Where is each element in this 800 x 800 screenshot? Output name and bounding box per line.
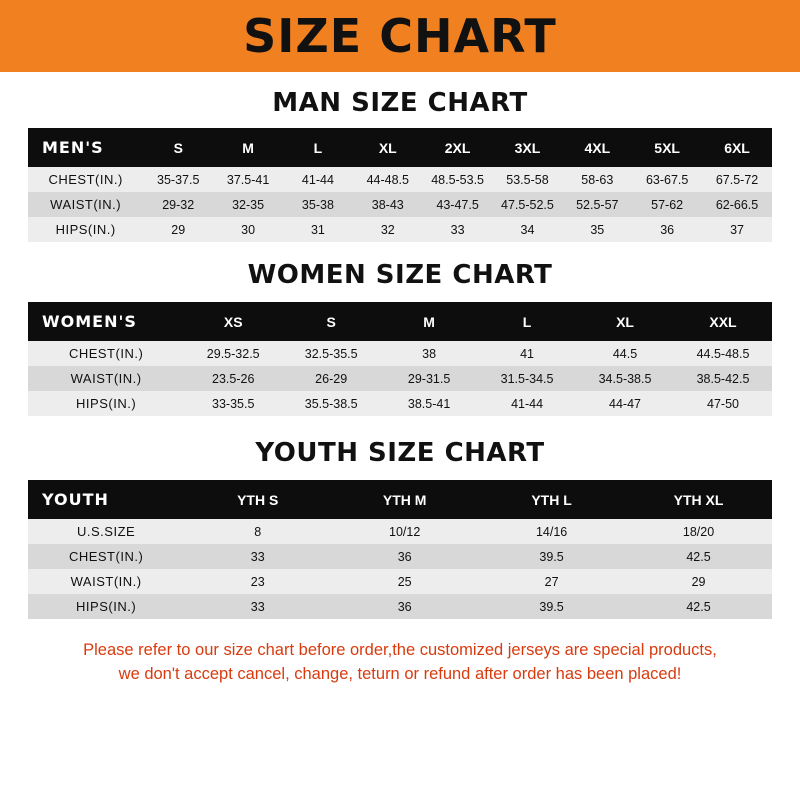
women-header-cell-3: M: [423, 313, 435, 330]
women-row2-cell5: 44-47: [609, 396, 642, 411]
table-row: [28, 391, 772, 416]
youth-row2-cell1: 23: [250, 574, 265, 589]
man-row2-cell4: 32: [380, 222, 395, 237]
man-row0-cell8: 63-67.5: [645, 172, 689, 187]
women-header-cell-5: XL: [616, 313, 634, 330]
women-size-table: [28, 302, 772, 416]
women-row2-cell4: 41-44: [511, 396, 544, 411]
man-table-body: [28, 167, 772, 242]
man-row1-cell9: 62-66.5: [715, 197, 759, 212]
man-row0-cell1: 35-37.5: [157, 172, 200, 187]
youth-row3-cell1: 33: [250, 599, 265, 614]
man-row0-cell3: 41-44: [301, 172, 334, 187]
man-row1-cell5: 43-47.5: [436, 197, 479, 212]
man-row0-cell0: CHEST(IN.): [48, 172, 123, 187]
table-row: [28, 569, 772, 594]
man-header-cell-6: 3XL: [514, 139, 541, 156]
man-row1-cell1: 29-32: [162, 197, 195, 212]
man-row2-cell1: 29: [171, 222, 186, 237]
women-row1-cell1: 23.5-26: [212, 371, 255, 386]
youth-row1-cell0: CHEST(IN.): [68, 549, 144, 564]
youth-size-table: [28, 480, 772, 619]
man-section-title: MAN SIZE CHART: [272, 88, 528, 118]
youth-row2-cell2: 25: [397, 574, 412, 589]
youth-row1-cell4: 42.5: [686, 549, 711, 564]
footer-note: [28, 639, 772, 687]
man-row0-cell7: 58-63: [581, 172, 614, 187]
women-row0-cell4: 41: [520, 346, 535, 361]
footer-note-line-2: we don't accept cancel, change, teturn or refund after order has been placed!: [118, 664, 682, 683]
youth-row2-cell0: WAIST(IN.): [70, 574, 142, 589]
man-row1-cell7: 52.5-57: [576, 197, 619, 212]
man-row0-cell4: 44-48.5: [366, 172, 409, 187]
man-row1-cell8: 57-62: [651, 197, 684, 212]
man-row2-cell8: 36: [660, 222, 675, 237]
women-row1-cell5: 34.5-38.5: [598, 371, 652, 386]
women-row0-cell1: 29.5-32.5: [206, 346, 260, 361]
table-header-row: [28, 480, 772, 519]
man-row1-cell3: 35-38: [301, 197, 334, 212]
youth-row0-cell2: 10/12: [389, 524, 421, 539]
table-row: [28, 544, 772, 569]
man-row0-cell2: 37.5-41: [226, 172, 270, 187]
women-table-body: [28, 341, 772, 416]
page-title: SIZE CHART: [243, 9, 557, 63]
youth-row1-cell3: 39.5: [539, 549, 564, 564]
man-row0-cell6: 53.5-58: [506, 172, 549, 187]
women-row0-cell3: 38: [422, 346, 437, 361]
header-band: [0, 0, 800, 72]
footer-note-line-1: Please refer to our size chart before order,the customized jerseys are special products,: [83, 641, 717, 659]
table-header-row: [28, 128, 772, 167]
women-row2-cell0: HIPS(IN.): [76, 396, 137, 411]
man-header-cell-9: 6XL: [724, 139, 750, 156]
man-size-table: [28, 128, 772, 242]
women-row2-cell1: 33-35.5: [212, 396, 255, 411]
man-row2-cell7: 35: [590, 222, 605, 237]
man-header-cell-2: M: [242, 139, 254, 156]
youth-row3-cell4: 42.5: [686, 599, 711, 614]
women-row2-cell2: 35.5-38.5: [304, 396, 358, 411]
man-row1-cell4: 38-43: [371, 197, 404, 212]
women-table-header: [28, 302, 772, 341]
women-row1-cell4: 31.5-34.5: [500, 371, 554, 386]
man-row2-cell9: 37: [730, 222, 744, 237]
women-row2-cell3: 38.5-41: [407, 396, 451, 411]
man-header-cell-8: 5XL: [654, 139, 680, 156]
man-row1-cell0: WAIST(IN.): [50, 197, 122, 212]
youth-row2-cell3: 27: [544, 574, 559, 589]
youth-header-cell-3: YTH L: [531, 491, 572, 508]
youth-row0-cell0: U.S.SIZE: [77, 524, 136, 539]
women-row1-cell0: WAIST(IN.): [70, 371, 142, 386]
man-row1-cell6: 47.5-52.5: [501, 197, 554, 212]
table-row: [28, 167, 772, 192]
man-row2-cell2: 30: [241, 222, 256, 237]
youth-header-cell-4: YTH XL: [673, 491, 724, 508]
youth-section-title: YOUTH SIZE CHART: [255, 438, 545, 468]
table-row: [28, 192, 772, 217]
man-header-cell-7: 4XL: [584, 139, 611, 156]
women-row1-cell2: 26-29: [315, 371, 348, 386]
table-row: [28, 519, 772, 544]
youth-row1-cell1: 33: [250, 549, 265, 564]
women-row0-cell0: CHEST(IN.): [68, 346, 144, 361]
man-row2-cell5: 33: [450, 222, 465, 237]
youth-row3-cell3: 39.5: [539, 599, 564, 614]
women-row0-cell2: 32.5-35.5: [304, 346, 358, 361]
youth-row3-cell0: HIPS(IN.): [76, 599, 137, 614]
women-row2-cell6: 47-50: [707, 396, 739, 411]
man-row0-cell9: 67.5-72: [715, 172, 759, 187]
man-row0-cell5: 48.5-53.5: [431, 172, 485, 187]
man-header-cell-5: 2XL: [444, 139, 471, 156]
youth-header-cell-0: YOUTH: [42, 490, 109, 509]
youth-row0-cell4: 18/20: [682, 524, 715, 539]
youth-row0-cell3: 14/16: [535, 524, 568, 539]
women-header-cell-4: L: [522, 313, 532, 330]
youth-row0-cell1: 8: [254, 524, 262, 539]
women-row1-cell3: 29-31.5: [407, 371, 451, 386]
women-header-cell-0: WOMEN'S: [42, 312, 137, 331]
women-row1-cell6: 38.5-42.5: [696, 371, 750, 386]
youth-header-cell-1: YTH S: [237, 491, 279, 508]
man-row2-cell6: 34: [520, 222, 535, 237]
man-row2-cell3: 31: [310, 222, 325, 237]
youth-table-header: [28, 480, 772, 519]
women-row0-cell6: 44.5-48.5: [696, 346, 750, 361]
table-row: [28, 366, 772, 391]
content-area: [0, 88, 800, 687]
man-header-cell-1: S: [173, 139, 183, 156]
youth-row3-cell2: 36: [397, 599, 412, 614]
women-row0-cell5: 44.5: [612, 346, 638, 361]
man-header-cell-4: XL: [378, 139, 397, 156]
youth-header-cell-2: YTH M: [382, 491, 427, 508]
women-header-cell-2: S: [326, 313, 336, 330]
women-section-title: WOMEN SIZE CHART: [247, 260, 553, 290]
youth-row2-cell4: 29: [691, 574, 706, 589]
table-row: [28, 217, 772, 242]
youth-row1-cell2: 36: [397, 549, 412, 564]
women-header-cell-1: XS: [223, 313, 243, 330]
youth-table-body: [28, 519, 772, 619]
table-row: [28, 594, 772, 619]
man-header-cell-3: L: [313, 139, 323, 156]
women-header-cell-6: XXL: [709, 313, 737, 330]
man-table-header: [28, 128, 772, 167]
table-header-row: [28, 302, 772, 341]
man-row1-cell2: 32-35: [232, 197, 265, 212]
man-header-cell-0: MEN'S: [42, 138, 104, 157]
man-row2-cell0: HIPS(IN.): [55, 222, 116, 237]
table-row: [28, 341, 772, 366]
